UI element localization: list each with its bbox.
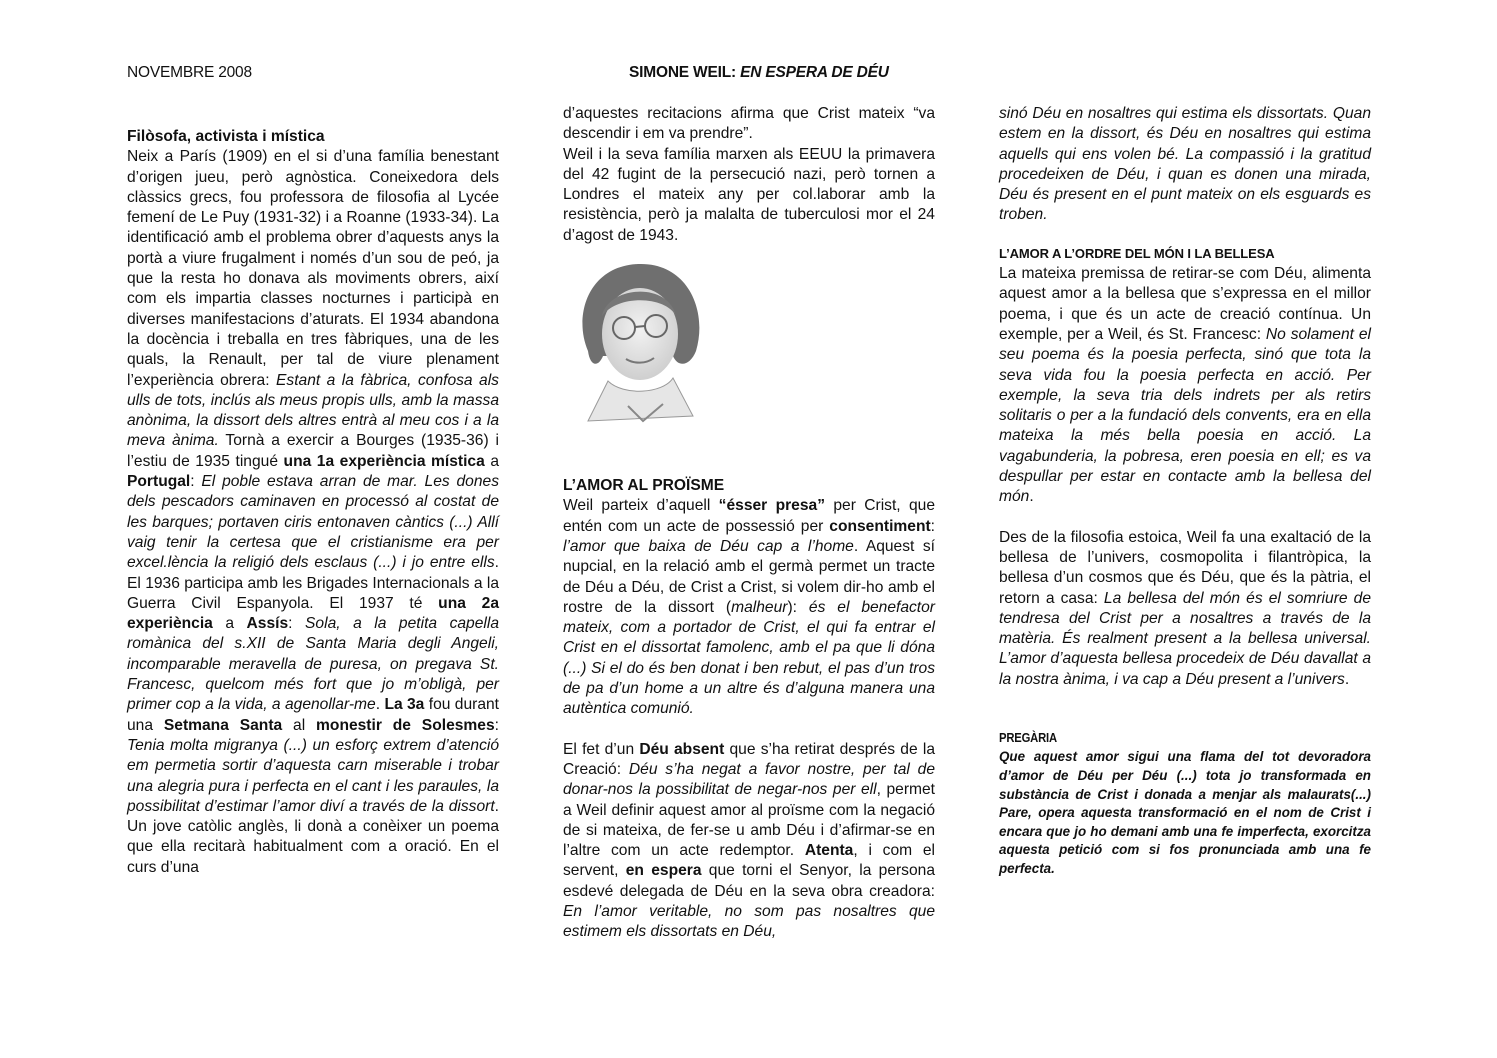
text-run: que s’ha retirat després de la Creació: [563,740,935,778]
paragraph [563,496,935,719]
text-run: per Crist, que entén com un acte de possessió per [563,497,936,535]
text-run: La mateixa premissa de retirar-se com Déu, alimenta aquest amor a la bellesa que s’expressa en el millor poema, i que és un acte de creació contínua. Un exemple, per a Weil, és St. Francesc: [999,265,1371,343]
portrait-photo-icon [568,256,708,442]
text-run: , permet a Weil definir aquest amor al proïsme com la negació de si mateixa, de fer-se u amb Déu i d’afirmar-se en l’altre com un acte redemptor. [563,781,936,860]
text-run: . [1029,488,1034,506]
quote: l’amor que baixa de Déu cap a l’home [563,537,854,555]
emphasis: Assís [246,615,289,633]
paragraph [999,528,1371,690]
emphasis: Déu absent [639,740,725,758]
text-run: . El 1936 participa amb les Brigades Internacionals a la Guerra Civil Espanyola. El 1937 té [127,554,499,612]
text-run: al [282,716,317,734]
quote: malheur [731,598,788,616]
emphasis: una 1a experiència mística [283,452,485,470]
text-run: . Aquest sí nupcial, en la relació amb el germà permet un tracte de Déu a Déu, de Crist a Crist, si volem dir-ho amb el rostre de la dissort ( [563,537,935,616]
text-run: . Un jove catòlic anglès, li donà a conèixer un poema que ella recitarà habitualment com a oració. En el curs d’una [127,797,499,876]
title-italic: EN ESPERA DE DÉU [740,64,889,81]
emphasis: Setmana Santa [163,716,283,734]
text-run: Neix a París (1909) en el si d’una família benestant d’origen jueu, però agnòstica. Coneixedora dels clàssics grecs, fou professora de filosofia al Lycée femení de Le Puy (1931-32) i a Roanne (1933-34). La identificació amb el problema obrer d’aquests anys la portà a viure frugalment i només d’un sou de peó, ja que la resta ho donava als moviments obrers, així com els impartia classes nocturnes i participà en diverses manifestacions d’aturats. El 1934 abandona la docència i treballa en tres fàbriques, una de les quals, la Renault, per tal de viure plenament l’experiència obrera: [127,148,499,389]
text-run: : [930,517,935,535]
emphasis: La 3a [384,696,425,714]
text-run: Tornà a exercir a Bourges (1935-36) i l’estiu de 1935 tingué [127,432,499,470]
emphasis: consentiment [829,517,931,535]
text-run: : [288,615,306,633]
text-run: a [484,452,499,470]
text-run: . [375,696,385,714]
paragraph: Weil i la seva família marxen als EEUU la primavera del 42 fugint de la persecució nazi, però tornen a Londres el mateix any per col.laborar amb la resistència, però ja malalta de tuberculosi mor el 24 d’agost de 1943. [563,145,935,244]
column-3 [999,104,1371,878]
section-heading-beauty: L’AMOR A L’ORDRE DEL MÓN I LA BELLESA [999,245,1275,261]
quote-paragraph [999,104,1371,226]
quote: Tenia molta migranya (...) un esforç extrem d’atenció em permetia sortir d’aquesta carn miserable i trobar una alegria pura i perfecta en el cant i les paraules, la possibilitat d’estimar l’amor diví a través de la dissort [127,736,499,815]
biography-paragraph [127,147,499,878]
section-heading-neighbour-love: L’AMOR AL PROÏSME [563,477,725,495]
quote: Estant a la fàbrica, confosa als ulls de tots, inclús als meus propis ulls, amb la massa anònima, la dissort dels altres entrà al meu cos i a la meva ànima. [127,371,499,450]
emphasis: monestir de Solesmes [316,716,495,734]
text-run: fou durant una [127,696,499,734]
emphasis: Portugal [127,473,191,491]
emphasis: Atenta [804,842,854,860]
text-run: Weil parteix d’aquell [563,497,719,515]
emphasis: una 2a experiència [127,594,499,633]
prayer-text: Que aquest amor sigui una flama del tot devoradora d’amor de Déu per Déu (...) tota jo transformada en substància de Crist i donada a menjar als malaurats(...) Pare, opera aquesta transformació en el nom de Crist i encara que jo ho demani amb una fe imperfecta, exorcitza aquesta petició com si fos pronunciada amb una fe perfecta. [999,749,1371,876]
text-run: : [494,716,499,734]
section-heading-biography: Filòsofa, activista i mística [127,128,325,145]
text-run: . [1344,670,1350,688]
text-run: : [190,473,202,491]
header-date: NOVEMBRE 2008 [127,64,252,81]
title-prefix: SIMONE WEIL: [629,64,736,81]
quote: sinó Déu en nosaltres qui estima els dissortats. Quan estem en la dissort, és Déu en nosaltres qui estima aquells qui ens volen bé. La compassió i la gratitud procedeixen de Déu, i quan es donen una mirada, Déu és present en el punt mateix on els esguards es troben. [999,105,1371,224]
prayer-heading: PREGÀRIA [999,731,1057,746]
quote: Sola, a la petita capella romànica del s.XII de Santa Maria degli Angeli, incomparable meravella de puresa, on pregava St. Francesc, quelcom més fort que jo m’obligà, per primer cop a la vida, a agenollar-me [127,615,500,714]
paragraph [563,740,935,943]
quote: En l’amor veritable, no som pas nosaltres que estimem els dissortats en Déu, [563,903,935,941]
emphasis: “ésser presa” [718,497,825,515]
paragraph: d’aquestes recitacions afirma que Crist mateix “va descendir i em va prendre”. [563,105,935,143]
text-run: a [212,615,247,633]
quote: La bellesa del món és el somriure de tendresa del Crist per a nosaltres a través de la matèria. És realment present a la bellesa universal. L’amor d’aquesta bellesa procedeix de Déu davallat a la nostra ànima, i va cap a Déu present a l’univers [999,589,1371,688]
quote: El poble estava arran de mar. Les dones dels pescadors caminaven en processó al costat de les barques; portaven ciris entonaven càntics (...) Allí vaig tenir la certesa que el cristianisme era per excel.lència la religió dels esclaus (...) i jo entre ells [127,473,499,572]
text-run: Des de la filosofia estoica, Weil fa una exaltació de la bellesa de l’univers, cosmopolita i filantròpica, la bellesa d’un cosmos que és Déu, que és la pàtria, el retorn a casa: [999,528,1371,607]
emphasis: en espera [625,862,702,880]
header-title [629,64,889,82]
paragraph [999,264,1371,508]
quote: és el benefactor mateix, com a portador de Crist, el qui fa entrar el Crist en el dissortat famolenc, amb el pa que li dóna (...) Si el do és ben donat i ben rebut, el pas d’un tros de pa d’un home a un altre és d’alguna manera una autèntica comunió. [563,598,936,718]
column-2 [563,104,935,943]
text-run: El fet d’un [563,740,640,758]
column-1 [127,127,499,878]
quote: Déu s’ha negat a favor nostre, per tal de donar-nos la possibilitat de negar-nos per ell [563,760,935,799]
quote: No solament el seu poema és la poesia perfecta, sinó que tota la seva vida fou la poesia perfecta en acció. Per exemple, la seva tria dels indrets per als retirs solitaris o per a la fundació dels convents, era en ella mateixa la més bella poesia en acció. La vagabunderia, la pobresa, eren poesia en ell; es va despullar per estar en contacte amb la bellesa del món [999,325,1371,506]
text-run: ): [787,598,809,616]
text-run: , i com el servent, [563,842,935,880]
text-run: que torni el Senyor, la persona esdevé delegada de Déu en la seva obra creadora: [563,862,935,900]
